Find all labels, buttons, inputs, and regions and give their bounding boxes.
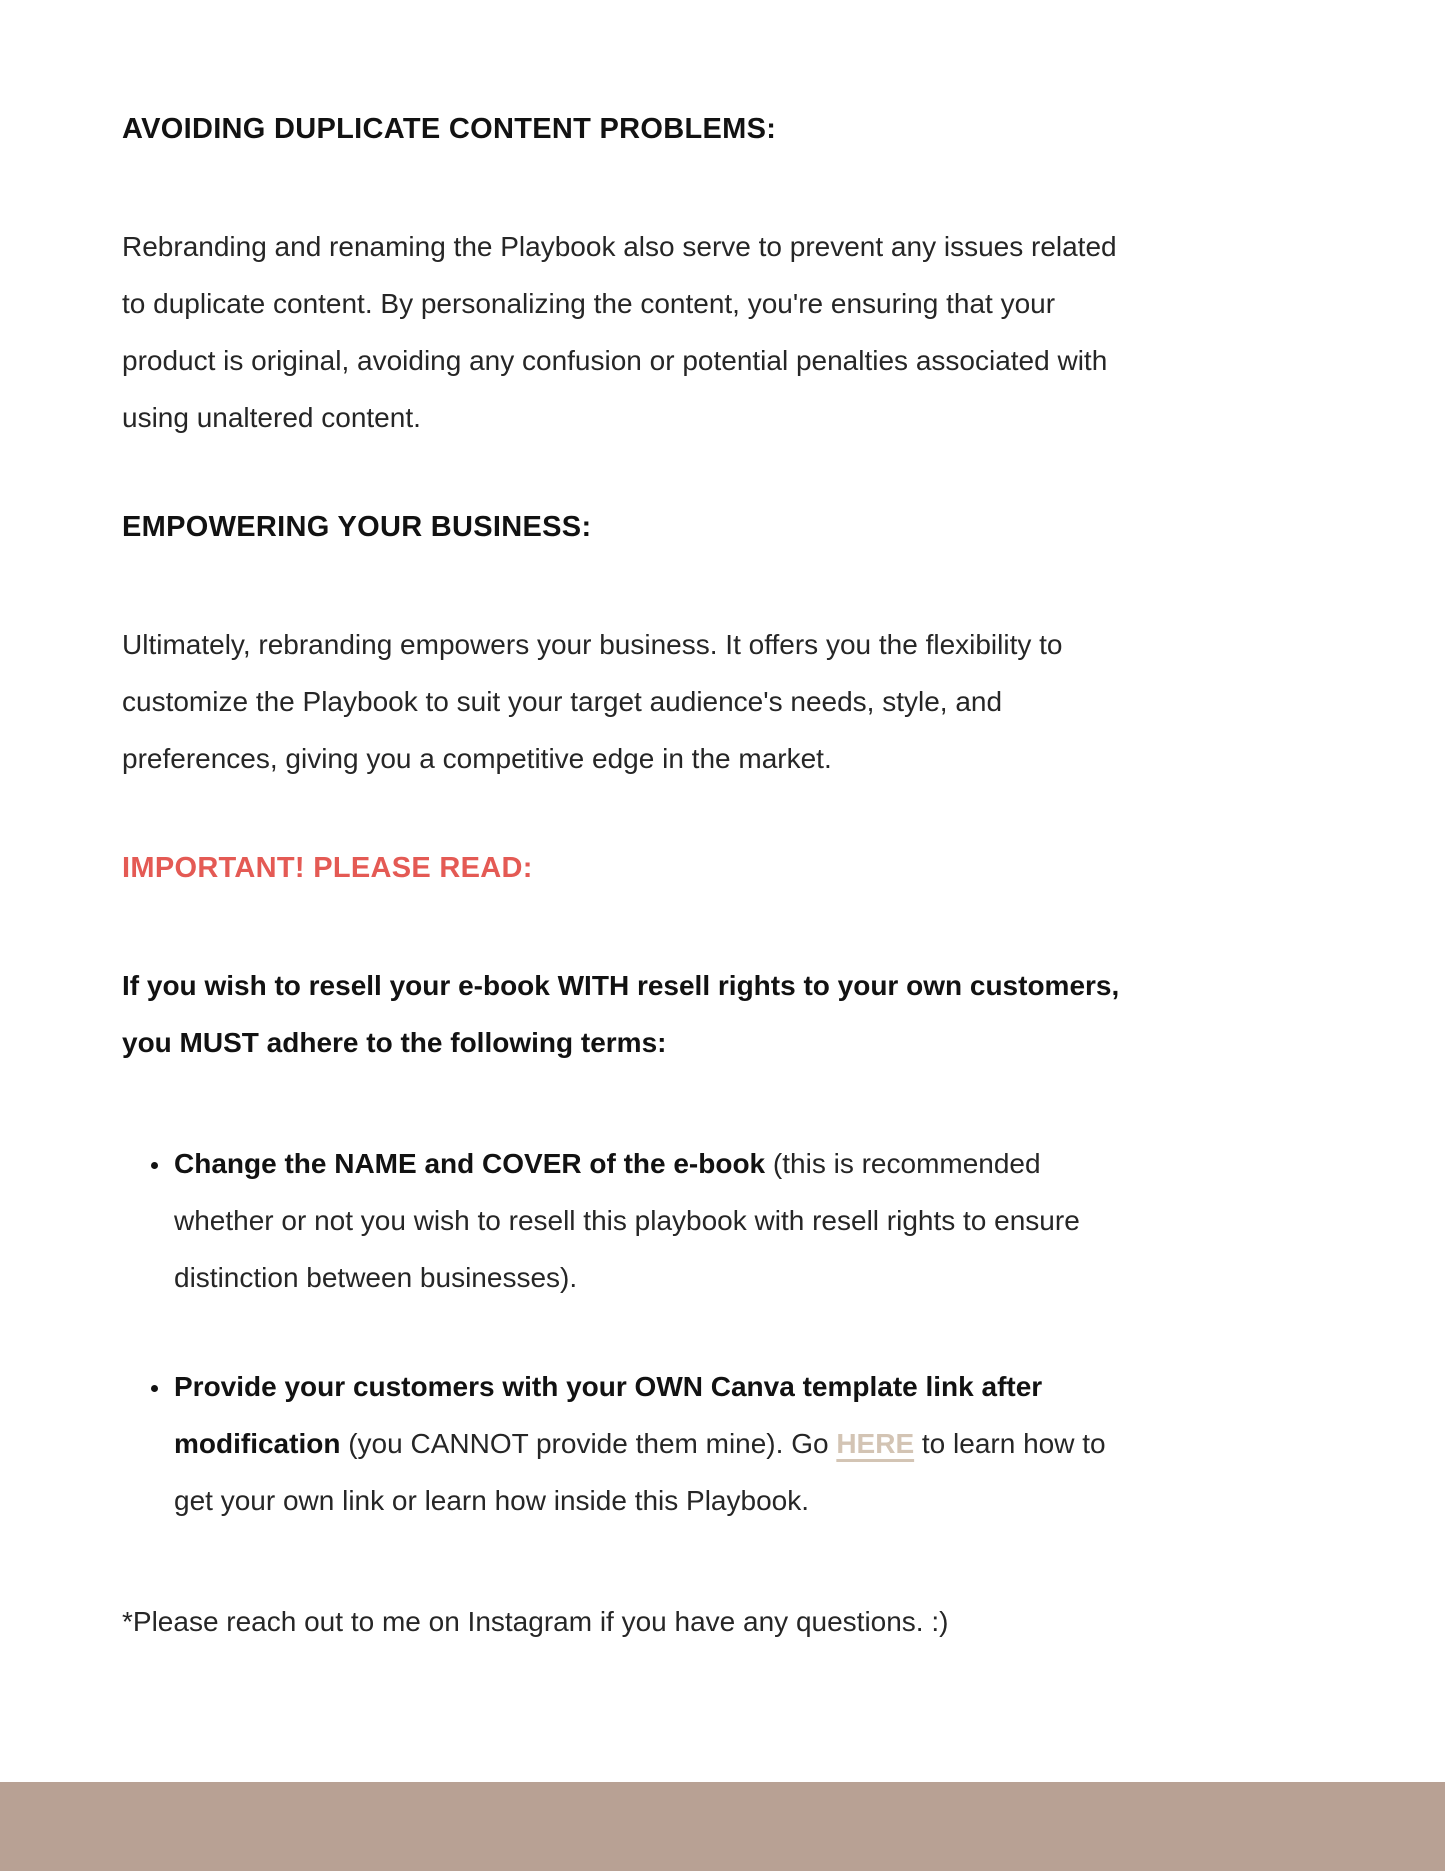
terms-intro-text: If you wish to resell your e-book WITH resell rights to your own customers, you MUST adhere to the following terms:	[122, 970, 1120, 1058]
term-pre-link-text: (you CANNOT provide them mine). Go	[340, 1428, 837, 1459]
heading-empowering-business: EMPOWERING YOUR BUSINESS:	[122, 511, 592, 543]
footer-bar	[0, 1782, 1445, 1871]
term-post-link-text: to learn how to get your own link or learn how inside this Playbook.	[174, 1428, 1106, 1516]
term-bold-change-name-cover: Change the NAME and COVER of the e-book	[174, 1148, 766, 1179]
alert-heading-important-please-read: IMPORTANT! PLEASE READ:	[122, 852, 533, 884]
term-bold-provide-own-link: Provide your customers with your OWN Canva template link after modification	[174, 1371, 1043, 1459]
paragraph-duplicate-content: Rebranding and renaming the Playbook also serve to prevent any issues related to duplicate content. By personalizing the content, you're ensuring that your product is original, avoiding any confusion or potential penalties associated with using unaltered content.	[122, 231, 1117, 433]
term-rest-change-name-cover: (this is recommended whether or not you wish to resell this playbook with resell rights to ensure distinction between businesses).	[174, 1148, 1080, 1293]
list-item-provide-own-link	[172, 1358, 1132, 1529]
list-item-change-name-cover	[172, 1135, 1132, 1306]
here-link[interactable]: HERE	[836, 1428, 915, 1459]
footnote-instagram: *Please reach out to me on Instagram if you have any questions. :)	[122, 1606, 949, 1637]
paragraph-empowering-business: Ultimately, rebranding empowers your business. It offers you the flexibility to customize the Playbook to suit your target audience's needs, style, and preferences, giving you a competitive edge in the market.	[122, 629, 1063, 774]
terms-list	[122, 1135, 1132, 1529]
heading-avoiding-duplicate-content: AVOIDING DUPLICATE CONTENT PROBLEMS:	[122, 113, 777, 145]
